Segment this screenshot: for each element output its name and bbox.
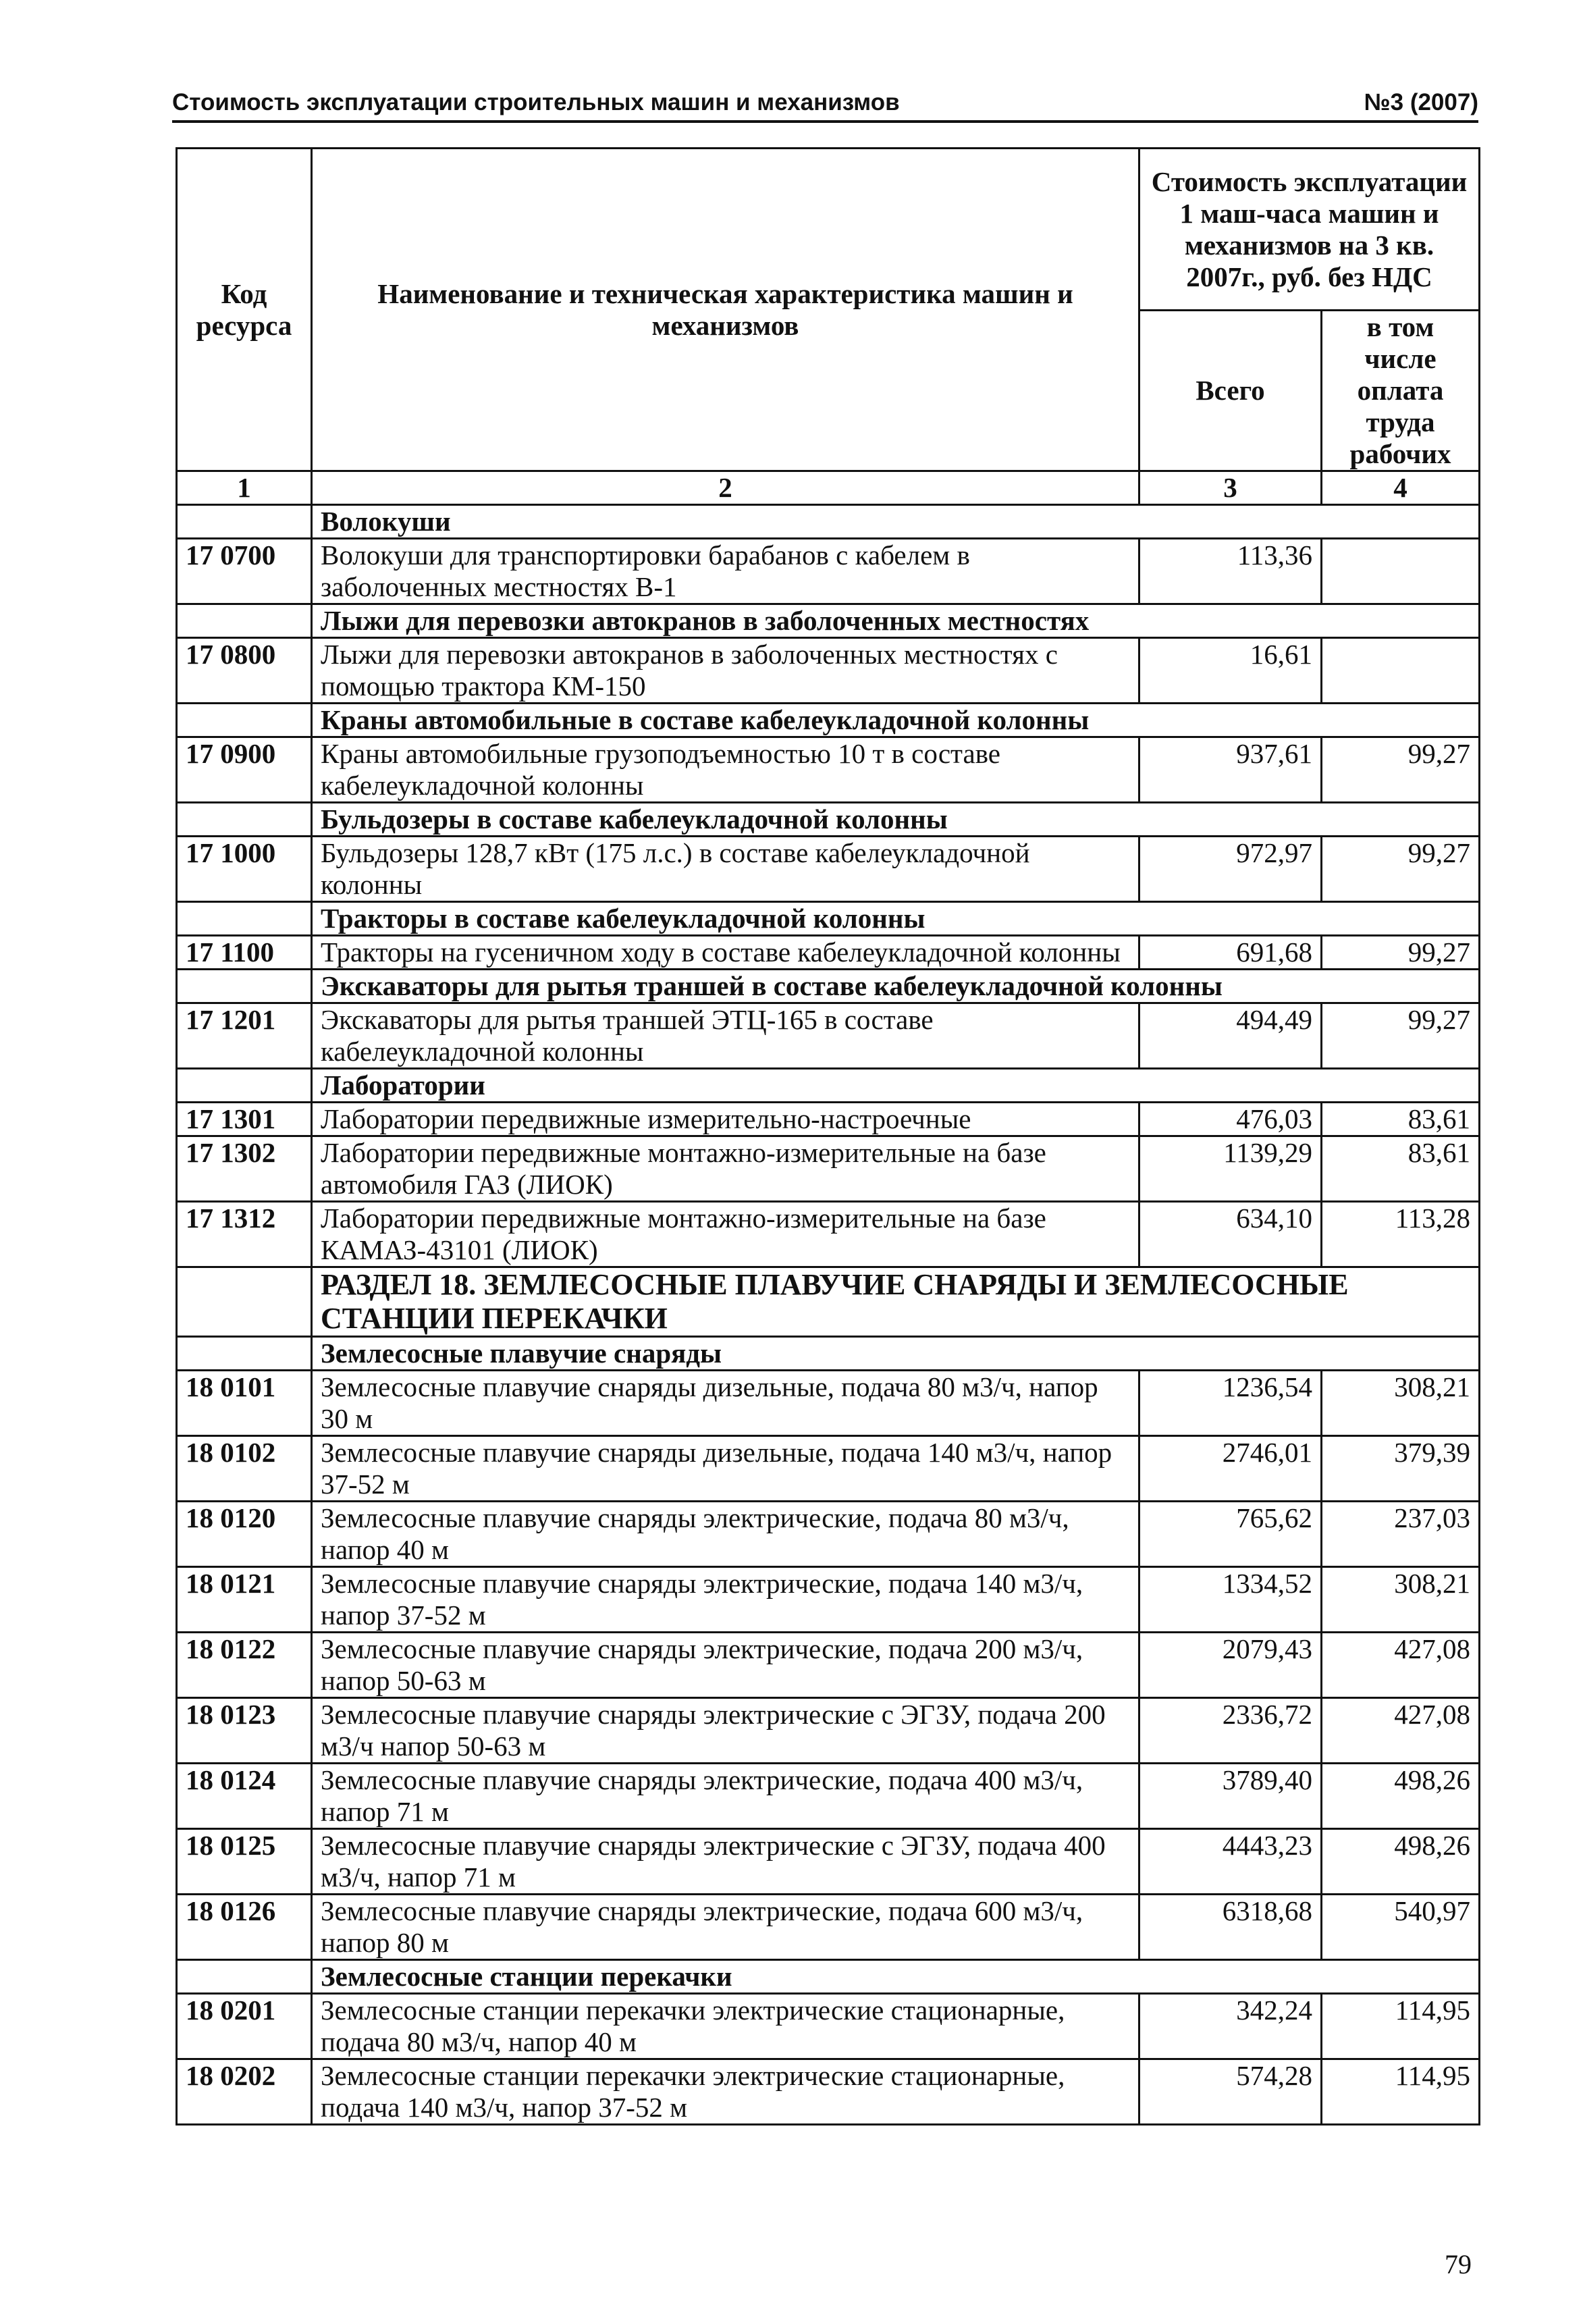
column-header-cost: Стоимость эксплуатации 1 маш-часа машин и механизмов на 3 кв. 2007г., руб. без НДС [1139,149,1480,311]
cost-wage: 308,21 [1322,1567,1480,1633]
resource-code: 18 0101 [177,1371,312,1436]
table-row [177,1003,1480,1069]
resource-code: 18 0123 [177,1698,312,1764]
cost-wage: 99,27 [1322,936,1480,970]
group-heading-row [177,803,1480,837]
group-title: Землесосные плавучие снаряды [312,1337,1480,1371]
empty-code-cell [177,1069,312,1103]
machine-description: Бульдозеры 128,7 кВт (175 л.с.) в составе кабелеукладочной колонны [312,837,1139,902]
table-row [177,1371,1480,1436]
table-row [177,1567,1480,1633]
machine-description: Землесосные станции перекачки электрические стационарные, подача 80 м3/ч, напор 40 м [312,1994,1139,2059]
cost-total: 937,61 [1139,737,1322,803]
machine-description: Землесосные плавучие снаряды электрические с ЭГЗУ, подача 400 м3/ч, напор 71 м [312,1829,1139,1895]
empty-code-cell [177,902,312,936]
group-heading-row [177,604,1480,638]
table-row [177,1103,1480,1136]
machine-description: Землесосные плавучие снаряды дизельные, подача 80 м3/ч, напор 30 м [312,1371,1139,1436]
cost-total: 2746,01 [1139,1436,1322,1502]
page-number: 79 [1445,2249,1472,2279]
machine-description: Волокуши для транспортировки барабанов с кабелем в заболоченных местностях В-1 [312,539,1139,604]
column-header-name: Наименование и техническая характеристика машин и механизмов [312,149,1139,471]
table-row [177,837,1480,902]
group-title: Бульдозеры в составе кабелеукладочной колонны [312,803,1480,837]
running-header [172,80,1478,123]
machine-description: Землесосные плавучие снаряды электрические, подача 200 м3/ч, напор 50-63 м [312,1633,1139,1698]
cost-total: 2336,72 [1139,1698,1322,1764]
machine-description: Землесосные станции перекачки электрические стационарные, подача 140 м3/ч, напор 37-52 м [312,2059,1139,2125]
empty-code-cell [177,1337,312,1371]
cost-total: 574,28 [1139,2059,1322,2125]
column-header-code: Код ресурса [177,149,312,471]
machine-description: Экскаваторы для рытья траншей ЭТЦ-165 в составе кабелеукладочной колонны [312,1003,1139,1069]
table-row [177,1829,1480,1895]
table-row [177,1764,1480,1829]
cost-total: 476,03 [1139,1103,1322,1136]
resource-code: 18 0124 [177,1764,312,1829]
resource-code: 17 1000 [177,837,312,902]
machine-description: Землесосные плавучие снаряды электрические с ЭГЗУ, подача 200 м3/ч напор 50-63 м [312,1698,1139,1764]
empty-code-cell [177,604,312,638]
machine-description: Лыжи для перевозки автокранов в заболоченных местностях с помощью трактора КМ-150 [312,638,1139,704]
empty-code-cell [177,505,312,539]
cost-wage: 498,26 [1322,1764,1480,1829]
cost-total: 1139,29 [1139,1136,1322,1202]
column-index: 4 [1322,471,1480,505]
cost-wage: 99,27 [1322,837,1480,902]
table-row [177,1633,1480,1698]
group-title: Лаборатории [312,1069,1480,1103]
cost-wage: 99,27 [1322,1003,1480,1069]
table-row [177,2059,1480,2125]
empty-code-cell [177,803,312,837]
machine-description: Землесосные плавучие снаряды электрические, подача 400 м3/ч, напор 71 м [312,1764,1139,1829]
group-title: Землесосные станции перекачки [312,1960,1480,1994]
cost-total: 1236,54 [1139,1371,1322,1436]
section-title: РАЗДЕЛ 18. ЗЕМЛЕСОСНЫЕ ПЛАВУЧИЕ СНАРЯДЫ И ЗЕМЛЕСОСНЫЕ СТАНЦИИ ПЕРЕКАЧКИ [312,1267,1480,1337]
column-index: 3 [1139,471,1322,505]
resource-code: 18 0102 [177,1436,312,1502]
machine-description: Землесосные плавучие снаряды электрические, подача 600 м3/ч, напор 80 м [312,1895,1139,1960]
table-row [177,1202,1480,1267]
cost-total: 2079,43 [1139,1633,1322,1698]
resource-code: 18 0125 [177,1829,312,1895]
issue-number: №3 (2007) [1364,89,1478,115]
empty-code-cell [177,704,312,737]
machine-description: Землесосные плавучие снаряды электрические, подача 140 м3/ч, напор 37-52 м [312,1567,1139,1633]
resource-code: 17 1100 [177,936,312,970]
group-heading-row [177,1337,1480,1371]
cost-total: 6318,68 [1139,1895,1322,1960]
cost-wage: 379,39 [1322,1436,1480,1502]
cost-total: 113,36 [1139,539,1322,604]
table-row [177,1502,1480,1567]
empty-code-cell [177,970,312,1003]
group-title: Лыжи для перевозки автокранов в заболоченных местностях [312,604,1480,638]
column-index: 1 [177,471,312,505]
resource-code: 18 0201 [177,1994,312,2059]
column-header-total: Всего [1139,311,1322,471]
resource-code: 18 0202 [177,2059,312,2125]
cost-wage: 114,95 [1322,1994,1480,2059]
resource-code: 17 0800 [177,638,312,704]
machine-description: Лаборатории передвижные монтажно-измерительные на базе КАМАЗ-43101 (ЛИОК) [312,1202,1139,1267]
header-title: Стоимость эксплуатации строительных машин и механизмов [172,89,900,115]
column-index-row [177,471,1480,505]
group-heading-row [177,1069,1480,1103]
table-row [177,1136,1480,1202]
machine-description: Землесосные плавучие снаряды электрические, подача 80 м3/ч, напор 40 м [312,1502,1139,1567]
resource-code: 17 1302 [177,1136,312,1202]
group-heading-row [177,902,1480,936]
group-heading-row [177,505,1480,539]
table-row [177,638,1480,704]
cost-total: 4443,23 [1139,1829,1322,1895]
table-row [177,1895,1480,1960]
cost-wage: 83,61 [1322,1136,1480,1202]
cost-wage: 83,61 [1322,1103,1480,1136]
empty-code-cell [177,1267,312,1337]
cost-wage: 308,21 [1322,1371,1480,1436]
cost-wage: 427,08 [1322,1633,1480,1698]
cost-wage: 540,97 [1322,1895,1480,1960]
cost-total: 1334,52 [1139,1567,1322,1633]
cost-wage: 114,95 [1322,2059,1480,2125]
cost-total: 691,68 [1139,936,1322,970]
machine-cost-table [176,147,1480,2125]
cost-total: 765,62 [1139,1502,1322,1567]
table-row [177,1994,1480,2059]
machine-description: Лаборатории передвижные измерительно-настроечные [312,1103,1139,1136]
cost-wage: 99,27 [1322,737,1480,803]
column-header-wage: в том числе оплата труда рабочих [1322,311,1480,471]
group-title: Тракторы в составе кабелеукладочной колонны [312,902,1480,936]
machine-description: Лаборатории передвижные монтажно-измерительные на базе автомобиля ГАЗ (ЛИОК) [312,1136,1139,1202]
cost-total: 634,10 [1139,1202,1322,1267]
resource-code: 18 0120 [177,1502,312,1567]
resource-code: 17 0700 [177,539,312,604]
cost-wage: 113,28 [1322,1202,1480,1267]
table-row [177,539,1480,604]
machine-description: Краны автомобильные грузоподъемностью 10 т в составе кабелеукладочной колонны [312,737,1139,803]
section-heading-row [177,1267,1480,1337]
cost-total: 3789,40 [1139,1764,1322,1829]
resource-code: 18 0121 [177,1567,312,1633]
machine-description: Землесосные плавучие снаряды дизельные, подача 140 м3/ч, напор 37-52 м [312,1436,1139,1502]
group-heading-row [177,1960,1480,1994]
table-row [177,1436,1480,1502]
group-heading-row [177,970,1480,1003]
cost-wage [1322,539,1480,604]
resource-code: 17 1312 [177,1202,312,1267]
table-row [177,737,1480,803]
cost-total: 972,97 [1139,837,1322,902]
cost-total: 342,24 [1139,1994,1322,2059]
group-heading-row [177,704,1480,737]
empty-code-cell [177,1960,312,1994]
cost-wage: 498,26 [1322,1829,1480,1895]
cost-wage: 237,03 [1322,1502,1480,1567]
cost-wage [1322,638,1480,704]
group-title: Экскаваторы для рытья траншей в составе кабелеукладочной колонны [312,970,1480,1003]
resource-code: 17 1201 [177,1003,312,1069]
cost-total: 494,49 [1139,1003,1322,1069]
resource-code: 18 0126 [177,1895,312,1960]
machine-description: Тракторы на гусеничном ходу в составе кабелеукладочной колонны [312,936,1139,970]
column-index: 2 [312,471,1139,505]
resource-code: 18 0122 [177,1633,312,1698]
group-title: Волокуши [312,505,1480,539]
group-title: Краны автомобильные в составе кабелеукладочной колонны [312,704,1480,737]
resource-code: 17 1301 [177,1103,312,1136]
table-row [177,1698,1480,1764]
cost-wage: 427,08 [1322,1698,1480,1764]
table-row [177,936,1480,970]
cost-total: 16,61 [1139,638,1322,704]
resource-code: 17 0900 [177,737,312,803]
